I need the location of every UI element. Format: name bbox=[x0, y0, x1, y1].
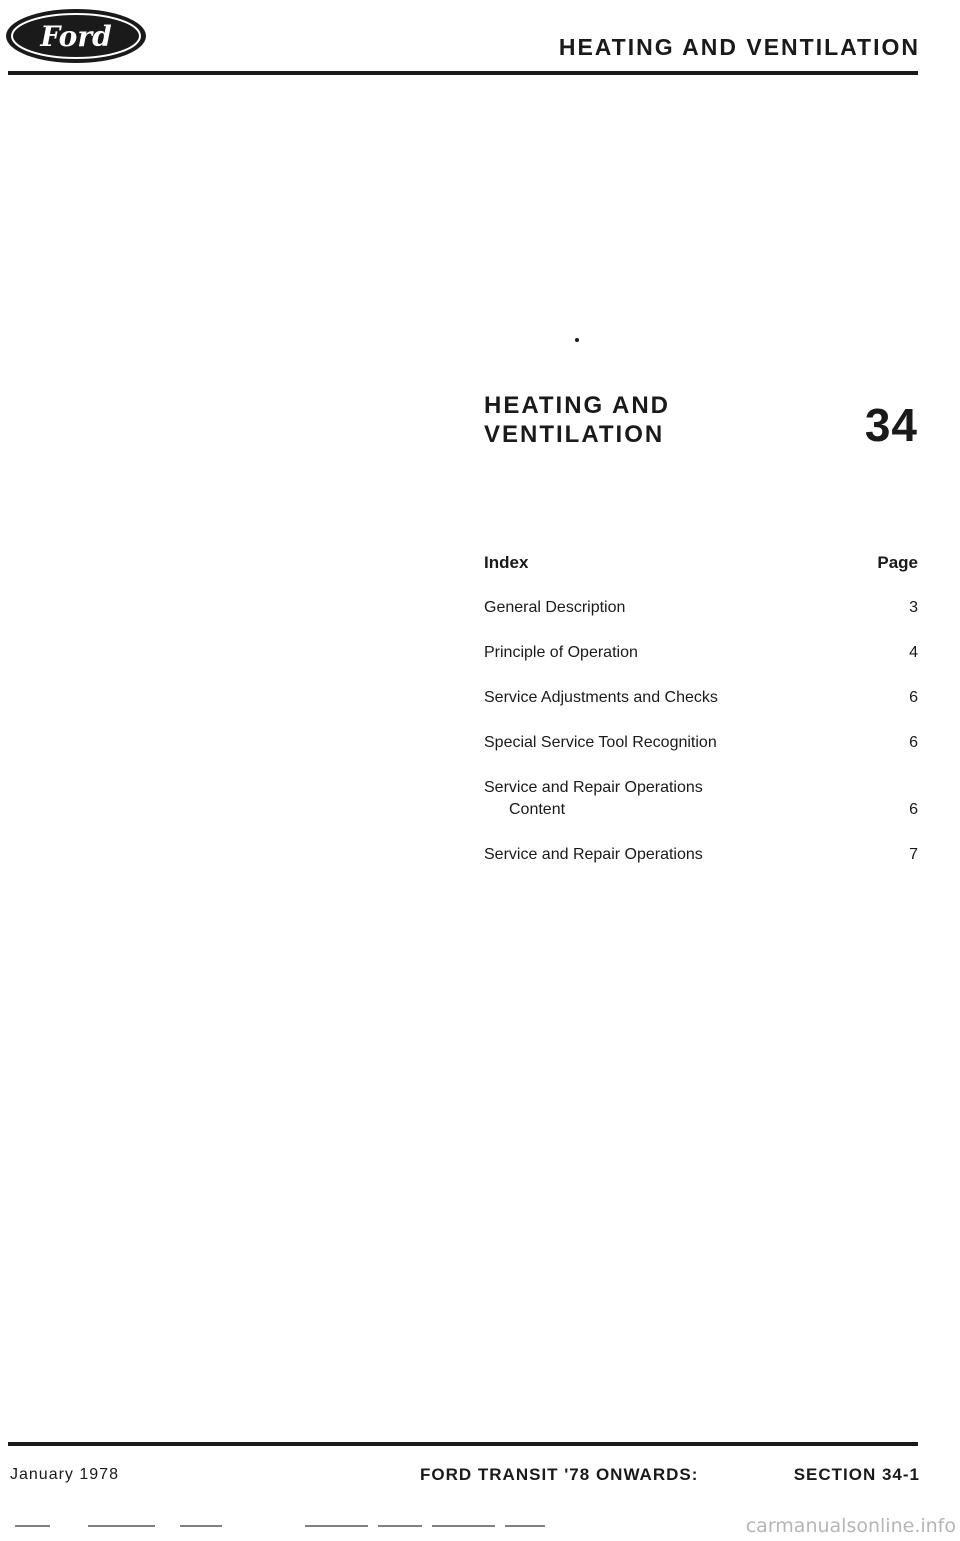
index-header-row bbox=[484, 553, 918, 577]
index-table bbox=[484, 553, 918, 889]
index-row-page: 6 bbox=[909, 734, 918, 751]
index-row-label: Special Service Tool Recognition bbox=[484, 734, 717, 751]
index-row-label: General Description bbox=[484, 599, 626, 616]
section-title-line2: VENTILATION bbox=[484, 421, 665, 448]
index-row-page: 6 bbox=[909, 689, 918, 706]
ford-logo bbox=[4, 6, 149, 66]
svg-text:carmanualsonline.info: carmanualsonline.info bbox=[745, 1515, 956, 1537]
header-title: HEATING AND VENTILATION bbox=[558, 34, 920, 60]
index-row-page: 4 bbox=[909, 644, 918, 661]
watermark bbox=[743, 1512, 958, 1538]
page-heading: Page bbox=[877, 553, 918, 572]
index-heading: Index bbox=[484, 553, 529, 572]
index-row[interactable] bbox=[484, 642, 918, 664]
footer-divider bbox=[8, 1442, 918, 1446]
header-divider bbox=[8, 71, 918, 75]
index-row-page: 7 bbox=[909, 846, 918, 863]
section-number: 34 bbox=[864, 399, 918, 451]
footer-date: January 1978 bbox=[10, 1466, 119, 1483]
scan-dot bbox=[575, 338, 579, 342]
index-row-page: 3 bbox=[909, 599, 918, 616]
index-row[interactable] bbox=[484, 732, 918, 754]
section-title-line1: HEATING AND bbox=[484, 392, 670, 419]
index-row-label: Service Adjustments and Checks bbox=[484, 689, 718, 706]
index-row[interactable] bbox=[484, 597, 918, 619]
index-row-page: 6 bbox=[909, 801, 918, 818]
index-row-label: Service and Repair Operations bbox=[484, 846, 703, 863]
index-row[interactable] bbox=[484, 844, 918, 866]
index-row[interactable] bbox=[484, 777, 918, 821]
index-row-label-continuation: Content bbox=[509, 801, 566, 818]
footer-section-ref: SECTION 34-1 bbox=[793, 1465, 920, 1484]
index-row-label-line1: Service and Repair Operations bbox=[484, 779, 703, 796]
index-row[interactable] bbox=[484, 687, 918, 709]
section-title bbox=[484, 391, 670, 449]
svg-text:Ford: Ford bbox=[40, 20, 112, 53]
index-row-label: Principle of Operation bbox=[484, 644, 638, 661]
index-row-label bbox=[484, 777, 703, 821]
footer-publication: FORD TRANSIT '78 ONWARDS: bbox=[420, 1465, 699, 1484]
